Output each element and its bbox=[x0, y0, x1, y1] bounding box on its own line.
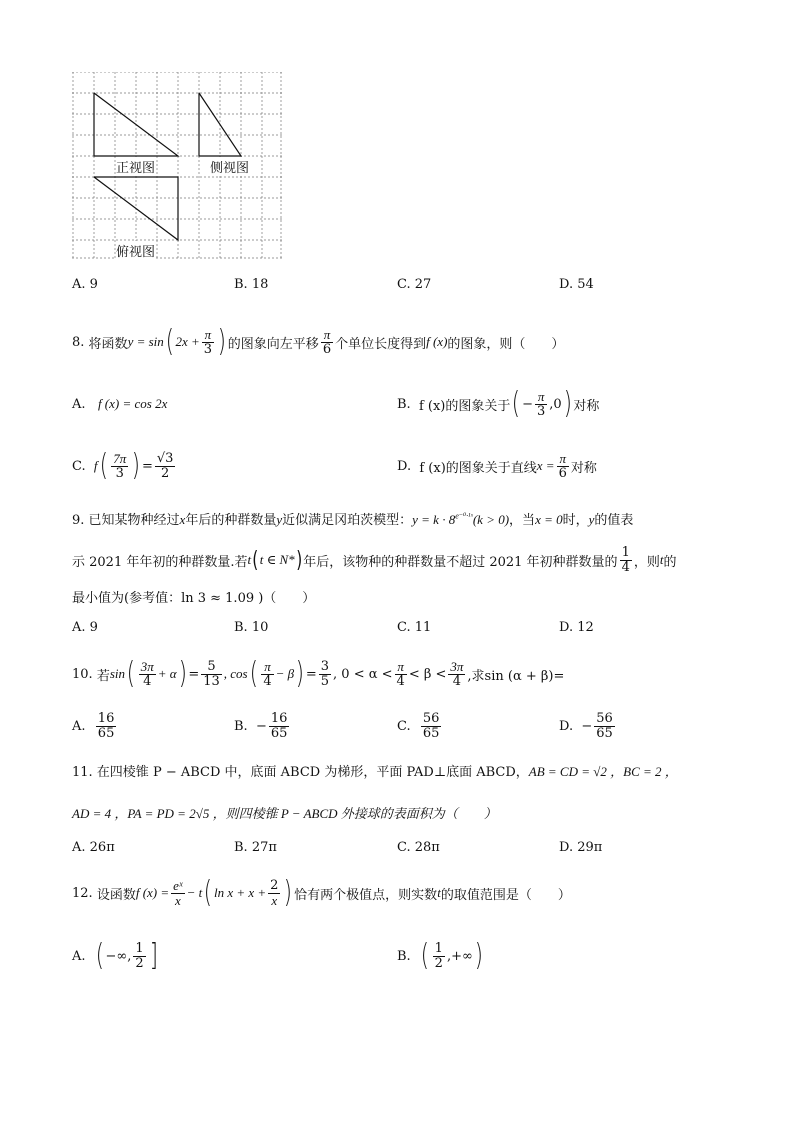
q10-lp2: ( bbox=[249, 656, 258, 691]
q10-d-label: D. bbox=[559, 718, 574, 734]
q8-option-c-label: C. bbox=[72, 458, 86, 474]
q9-line2 bbox=[72, 543, 677, 577]
q12-f1n: eˣ bbox=[173, 877, 183, 893]
q9-l1e: 时， bbox=[562, 513, 589, 528]
three-view-figure bbox=[72, 72, 284, 260]
q8-lparen: ( bbox=[165, 324, 174, 359]
q8-fx: f (x) bbox=[426, 334, 448, 349]
q7-option-b[interactable]: B. 18 bbox=[234, 277, 269, 292]
q9-l2d: 的 bbox=[663, 554, 677, 570]
q12-f2d: x bbox=[271, 892, 278, 908]
q10-cos: , cos bbox=[223, 666, 248, 681]
q8-c-num: 7π bbox=[113, 450, 127, 466]
q10-frac3 bbox=[261, 660, 273, 688]
q12-b-text: ,+∞ bbox=[446, 948, 473, 964]
q8-option-a-text: f (x) = cos 2x bbox=[97, 396, 168, 411]
q8-option-b[interactable] bbox=[397, 386, 599, 422]
q8-frac-den: 3 bbox=[203, 341, 213, 357]
q10-f3n: π bbox=[261, 660, 273, 675]
q12-a-den: 2 bbox=[135, 955, 144, 971]
q12-pre: 设函数 bbox=[96, 887, 136, 903]
q8-b-lparen: ( bbox=[512, 386, 521, 421]
q12-b-lparen: ( bbox=[420, 938, 429, 973]
q12-b-label: B. bbox=[397, 948, 411, 964]
q10-frac5 bbox=[395, 660, 407, 688]
q9-option-b[interactable]: B. 10 bbox=[234, 620, 269, 635]
q12-b-rparen: ) bbox=[474, 938, 483, 973]
q8-option-d-frac bbox=[557, 452, 569, 480]
q10-ineq-b: < β < bbox=[408, 666, 447, 682]
q9-line1 bbox=[72, 509, 633, 528]
q8-option-d-end: 对称 bbox=[570, 460, 597, 476]
q11-l1: 11. 在四棱锥 P − ABCD 中，底面 ABCD 为梯形，平面 PAD⊥底面 ABCD， bbox=[72, 765, 529, 780]
q10-b-frac bbox=[269, 712, 290, 740]
q9-t: t bbox=[247, 552, 252, 567]
q8-option-b-minus: − bbox=[522, 396, 533, 412]
q10-option-b[interactable] bbox=[234, 708, 291, 744]
q10-d-num: 56 bbox=[596, 710, 613, 726]
q10-f5n: π bbox=[395, 660, 407, 675]
q8-c-den: 3 bbox=[115, 465, 124, 481]
q8-after: 个单位长度得到 bbox=[335, 336, 427, 352]
q9-l1c: 近似满足冈珀茨模型： bbox=[282, 513, 413, 528]
q8-option-c-eq: = bbox=[141, 458, 153, 474]
q10-rp2: ) bbox=[295, 656, 305, 691]
q8-option-b-post: ,0 bbox=[549, 396, 562, 412]
q8-option-c-f: f bbox=[93, 458, 98, 473]
q8-option-b-pre: f (x)的图象关于 bbox=[418, 398, 511, 414]
q11-line2: AD = 4 ，PA = PD = 2√5 ，则四棱锥 P − ABCD 外接球的表面积为（ ） bbox=[72, 806, 497, 821]
q8-suffix: 的图象，则（ ） bbox=[447, 336, 565, 352]
q12-number: 12. bbox=[72, 885, 93, 901]
q8-frac-num: π bbox=[202, 328, 214, 343]
q12-stem bbox=[72, 874, 571, 912]
q8-b-den: 3 bbox=[537, 403, 546, 419]
q8-b-rparen: ) bbox=[563, 386, 572, 421]
q12-inner: ln x + x + bbox=[213, 885, 267, 900]
q10-c-num: 56 bbox=[422, 710, 440, 726]
q12-a-frac bbox=[133, 942, 145, 970]
q10-d-sign: − bbox=[581, 718, 593, 734]
q12-fx: f (x) = bbox=[135, 885, 170, 900]
q8-option-d-label: D. bbox=[397, 458, 412, 474]
q9-frac bbox=[620, 546, 632, 574]
q10-d-den: 65 bbox=[596, 725, 613, 741]
q12-a-lparen: ( bbox=[95, 938, 104, 973]
q9-l1a: 9. 已知某物种经过 bbox=[72, 513, 180, 528]
q8-func: y = sin bbox=[127, 334, 164, 349]
q10-a-den: 65 bbox=[97, 725, 115, 741]
q10-lp1: ( bbox=[126, 656, 135, 691]
q8-stem bbox=[72, 324, 564, 360]
q12-a-rbracket: ] bbox=[149, 938, 158, 973]
q9-x: x bbox=[179, 512, 186, 527]
q11-l1-eq: AB = CD = √2 ，BC = 2 ， bbox=[528, 764, 678, 779]
q10-d-frac bbox=[594, 712, 615, 740]
q9-y: y bbox=[276, 512, 283, 527]
q12-lparen: ( bbox=[204, 875, 213, 910]
q10-ruo: 若 bbox=[96, 668, 110, 684]
q8-option-c-frac bbox=[111, 452, 128, 480]
q8-b-num: π bbox=[535, 390, 547, 405]
q8-c-rparen: ) bbox=[132, 448, 141, 483]
q10-b-label: B. bbox=[234, 718, 248, 734]
q7-option-a[interactable]: A. 9 bbox=[72, 277, 98, 292]
q12-b-den: 2 bbox=[434, 955, 443, 971]
side-view-triangle bbox=[199, 93, 241, 156]
q9-lparen: ( bbox=[252, 547, 259, 573]
q9-tcond: t ∈ N* bbox=[259, 552, 295, 567]
q8-mid: 的图象向左平移 bbox=[227, 336, 319, 352]
q10-option-a[interactable] bbox=[72, 708, 118, 744]
q9-l2a: 示 2021 年年初的种群数量.若 bbox=[72, 554, 248, 570]
q10-a-frac bbox=[96, 712, 117, 740]
q10-c-label: C. bbox=[397, 718, 411, 734]
q9-l1f: 的值表 bbox=[594, 513, 634, 528]
q8-option-d-x: x = bbox=[536, 458, 555, 473]
front-view-label: 正视图 bbox=[116, 157, 155, 176]
q12-option-a[interactable] bbox=[72, 937, 159, 975]
q12-a-label: A. bbox=[72, 948, 86, 964]
q9-y2: y bbox=[588, 512, 595, 527]
q8-frac2-den: 6 bbox=[322, 341, 332, 357]
q10-minus-beta: − β bbox=[275, 666, 295, 681]
q10-f1n: 3π bbox=[140, 658, 154, 674]
q8-c-rden: 2 bbox=[161, 465, 170, 481]
q9-model-cond: (k > 0) bbox=[472, 512, 510, 527]
q10-f5d: 4 bbox=[396, 673, 405, 689]
q11-line1 bbox=[72, 761, 678, 780]
q10-frac2 bbox=[201, 660, 222, 688]
q11-option-d[interactable]: D. 29π bbox=[559, 840, 603, 855]
q12-frac1 bbox=[171, 879, 184, 907]
q12-option-b[interactable] bbox=[397, 937, 485, 975]
q10-rp1: ) bbox=[178, 656, 187, 691]
q10-f3d: 4 bbox=[263, 673, 272, 689]
q12-a-num: 1 bbox=[135, 940, 144, 956]
q10-plus-alpha: + α bbox=[157, 666, 177, 681]
q10-f4d: 5 bbox=[320, 673, 330, 689]
q8-number: 8. bbox=[72, 334, 85, 350]
q10-eq2: = bbox=[305, 666, 317, 682]
q9-l1d: ，当 bbox=[509, 513, 536, 528]
q8-option-b-frac bbox=[535, 390, 547, 418]
q8-d-num: π bbox=[557, 452, 569, 467]
q9-option-c[interactable]: C. 11 bbox=[397, 620, 432, 635]
q7-option-d[interactable]: D. 54 bbox=[559, 277, 594, 292]
q7-option-c[interactable]: C. 27 bbox=[397, 277, 432, 292]
q12-post: 恰有两个极值点，则实数 bbox=[294, 887, 438, 903]
q12-t: t bbox=[437, 885, 441, 900]
q8-option-c-rhs bbox=[155, 452, 176, 480]
q9-rparen: ) bbox=[295, 547, 302, 573]
q10-frac4 bbox=[319, 660, 331, 688]
q10-b-den: 65 bbox=[270, 725, 288, 741]
q9-t2: t bbox=[659, 552, 664, 567]
q9-x0: x = 0 bbox=[535, 512, 563, 527]
q9-l1b: 年后的种群数量 bbox=[185, 513, 277, 528]
q11-option-b[interactable]: B. 27π bbox=[234, 840, 277, 855]
q10-f4n: 3 bbox=[320, 658, 330, 674]
q9-option-d[interactable]: D. 12 bbox=[559, 620, 594, 635]
q8-option-a[interactable] bbox=[72, 396, 167, 412]
q8-arg: 2x + bbox=[175, 334, 200, 349]
q8-option-b-end: 对称 bbox=[573, 398, 600, 414]
q9-frac-den: 4 bbox=[621, 559, 630, 575]
q12-post2: 的取值范围是（ ） bbox=[440, 887, 571, 903]
q10-f2d: 13 bbox=[203, 673, 220, 689]
q10-c-frac bbox=[421, 712, 442, 740]
q8-frac2-num: π bbox=[321, 328, 333, 343]
q8-option-d-pre: f (x)的图象关于直线 bbox=[419, 460, 537, 476]
q10-sin: sin bbox=[109, 666, 126, 681]
q10-a-num: 16 bbox=[97, 710, 115, 726]
q8-c-lparen: ( bbox=[99, 448, 108, 483]
q10-a-label: A. bbox=[72, 718, 86, 734]
q10-eq1: = bbox=[188, 666, 200, 682]
q12-f2n: 2 bbox=[270, 877, 279, 893]
q10-tail: ,求sin (α + β)= bbox=[467, 668, 565, 684]
q9-model: y = k · 8 bbox=[412, 512, 456, 527]
q10-frac6 bbox=[448, 660, 465, 688]
top-view-label: 俯视图 bbox=[116, 241, 155, 260]
q10-b-sign: − bbox=[255, 718, 267, 734]
q8-d-den: 6 bbox=[558, 465, 567, 481]
side-view-label: 侧视图 bbox=[210, 157, 249, 176]
q12-b-num: 1 bbox=[434, 940, 443, 956]
q11-option-c[interactable]: C. 28π bbox=[397, 840, 440, 855]
q10-f6n: 3π bbox=[450, 658, 464, 674]
q8-c-rnum: √3 bbox=[156, 450, 174, 466]
q8-rparen: ) bbox=[217, 324, 227, 359]
q8-pi-over-6 bbox=[321, 328, 333, 356]
q12-rparen: ) bbox=[284, 875, 293, 910]
q9-option-a[interactable]: A. 9 bbox=[72, 620, 98, 635]
q8-option-d[interactable] bbox=[397, 448, 597, 484]
q10-ineq-a: , 0 < α < bbox=[333, 666, 393, 682]
q12-f1d: x bbox=[174, 892, 181, 908]
q9-l2c: ，则 bbox=[633, 554, 660, 570]
q10-b-num: 16 bbox=[270, 710, 288, 726]
q12-a-text: −∞, bbox=[105, 948, 132, 964]
q10-frac1 bbox=[139, 660, 156, 688]
q10-option-c[interactable] bbox=[397, 708, 443, 744]
q12-minus-t: − t bbox=[186, 885, 203, 900]
q10-f2n: 5 bbox=[201, 660, 222, 675]
q12-frac2 bbox=[268, 879, 280, 907]
q8-option-c[interactable] bbox=[72, 448, 177, 484]
q10-stem bbox=[72, 656, 564, 692]
top-view-triangle bbox=[94, 177, 178, 240]
q10-c-den: 65 bbox=[422, 725, 440, 741]
q12-b-frac bbox=[433, 942, 445, 970]
q8-option-a-label: A. bbox=[72, 397, 86, 412]
q9-model-sup: e⁻⁰·¹ˣ bbox=[455, 511, 473, 521]
q10-number: 10. bbox=[72, 666, 93, 682]
q8-option-b-label: B. bbox=[397, 396, 411, 412]
q9-l2b: 年后，该物种的种群数量不超过 2021 年初种群数量的 bbox=[303, 554, 618, 570]
q10-option-d[interactable] bbox=[559, 708, 617, 744]
q10-f1d: 4 bbox=[143, 673, 152, 689]
q9-line3: 最小值为(参考值：ln 3 ≈ 1.09 )（ ） bbox=[72, 591, 316, 606]
front-view-triangle bbox=[94, 93, 178, 156]
q11-option-a[interactable]: A. 26π bbox=[72, 840, 115, 855]
q8-pi-over-3 bbox=[202, 328, 214, 356]
q10-f6d: 4 bbox=[452, 673, 462, 689]
q9-frac-num: 1 bbox=[621, 544, 630, 560]
q8-prefix: 将函数 bbox=[88, 336, 128, 352]
